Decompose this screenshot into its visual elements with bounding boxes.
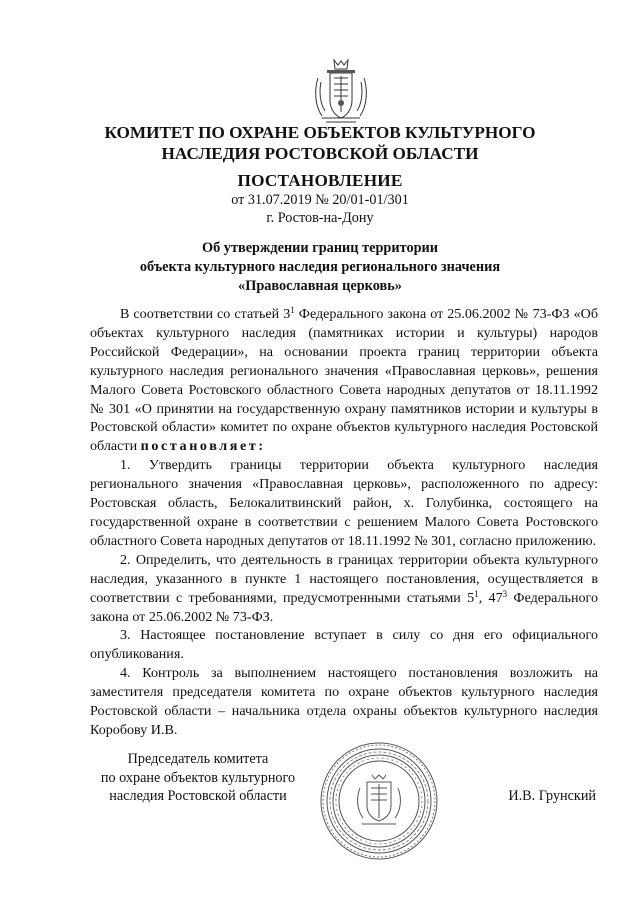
preamble-text-a: В соответствии со статьей 3 <box>120 306 291 322</box>
item-2-superscript-1: 1 <box>474 588 479 599</box>
document-city: г. Ростов-на-Дону <box>266 210 374 226</box>
item-3-paragraph: 3. Настоящее постановление вступает в силу со дня его официального опубликования. <box>90 627 598 663</box>
organization-name-line1: КОМИТЕТ ПО ОХРАНЕ ОБЪЕКТОВ КУЛЬТУРНОГО <box>104 123 536 142</box>
item-2-superscript-2: 3 <box>502 588 508 599</box>
signer-position-line2: по охране объектов культурного <box>100 769 296 786</box>
preamble-text-b: Федерального закона от 25.06.2002 № 73-ФЗ «Об объектах культурного наследия (памятниках истории и культуры) народов Российской Федерации», на основании проекта границ территории объекта культурного наследия регионального значения «Православная церковь», решения Малого Совета Ростовского областного Совета народных депутатов от 18.11.1992 № 301 «О принятии на государственную охрану памятников истории и культуры в Ростовской области» комитет по охране объектов культурного наследия Ростовской области <box>90 306 598 455</box>
document-type: ПОСТАНОВЛЕНИЕ <box>237 171 403 190</box>
subject-line3: «Православная церковь» <box>238 278 402 294</box>
subject-line1: Об утверждении границ территории <box>201 240 439 256</box>
organization-name-line2: НАСЛЕДИЯ РОСТОВСКОЙ ОБЛАСТИ <box>161 144 479 163</box>
item-2-text-c: Федерального закона от 25.06.2002 № 73-ФЗ. <box>90 589 599 625</box>
item-2-text-a: 2. Определить, что деятельность в границах территории объекта культурного наследия, указанного в пункте 1 настоящего постановления, осуществляется в соответствии с требованиями, предусмотренными статьями 5 <box>90 551 598 606</box>
item-2-paragraph <box>90 551 598 627</box>
document-date-number: от 31.07.2019 № 20/01-01/301 <box>231 192 409 208</box>
decree-word: постановляет: <box>140 438 266 455</box>
official-round-seal-icon <box>318 740 440 862</box>
preamble-superscript: 1 <box>290 305 295 315</box>
document-subject <box>0 239 640 296</box>
subject-line2: объекта культурного наследия регионального значения <box>139 259 501 275</box>
signer-position-line3: наследия Ростовской области <box>109 788 287 805</box>
preamble-paragraph <box>90 305 598 456</box>
item-1-paragraph: 1. Утвердить границы территории объекта культурного наследия регионального значения «Православная церковь», расположенного по адресу: Ростовская область, Белокалитвинский район, х. Голубинка, состоящего на государственной охране в соответствии с решением Малого Совета Ростовского областного Совета народных депутатов от 18.11.1992 № 301, согласно приложению. <box>90 457 598 549</box>
rostov-oblast-coat-of-arms-icon <box>312 56 370 126</box>
item-2-text-b: , 47 <box>478 589 503 606</box>
organization-name <box>0 122 640 164</box>
signer-position <box>88 750 308 806</box>
document-body <box>90 305 598 740</box>
signer-name: И.В. Грунский <box>508 788 596 804</box>
item-4-paragraph: 4. Контроль за выполнением настоящего постановления возложить на заместителя председателя комитета по охране объектов культурного наследия Ростовской области – начальника отдела охраны объектов культурного наследия Коробову И.В. <box>90 665 598 738</box>
signer-position-line1: Председатель комитета <box>127 751 269 767</box>
